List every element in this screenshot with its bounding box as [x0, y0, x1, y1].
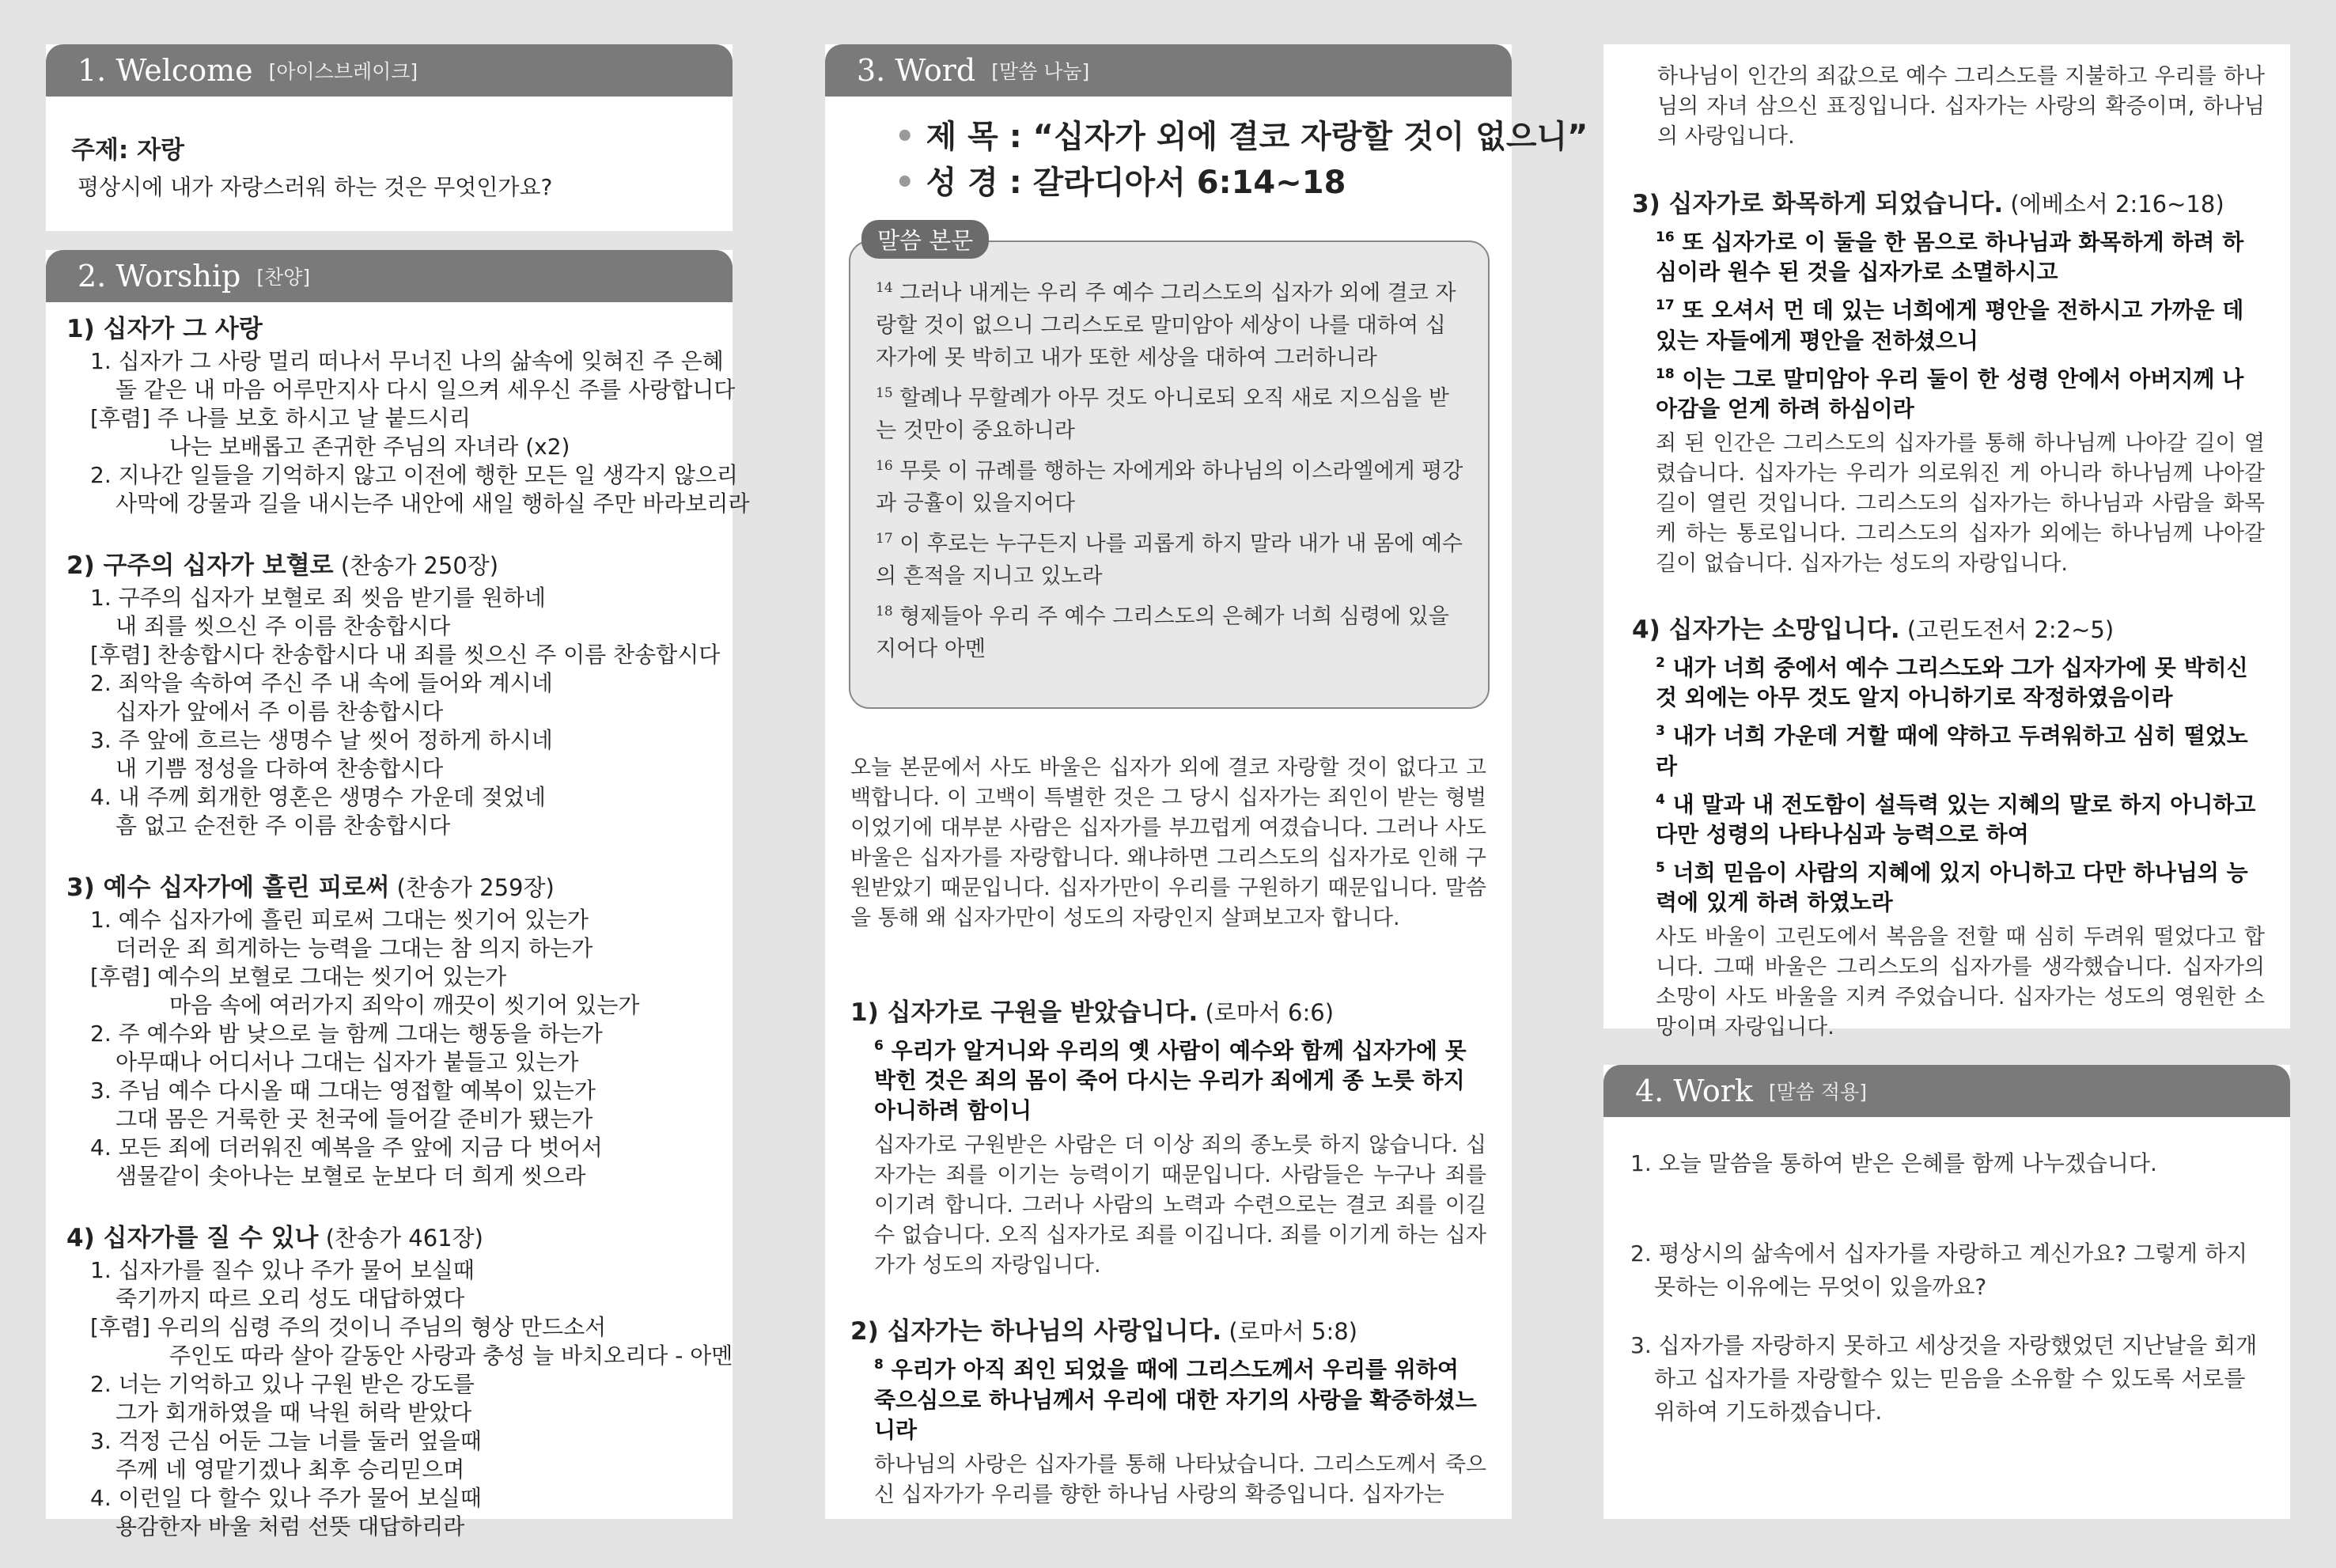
- work-title: 4. Work: [1635, 1074, 1753, 1108]
- point-verse: $^{16}$ 또 십자가로 이 둘을 한 몸으로 하나님과 화목하게 하려 하심이라 원수 된 것을 십자가로 소멸하시고: [1656, 229, 2244, 286]
- lyric-line: 더러운 죄 희게하는 능력을 그대는 참 의지 하는가: [115, 935, 593, 961]
- point-title: [1632, 184, 2265, 219]
- lyric-line: [후렴] 예수의 보혈로 그대는 씻기어 있는가: [90, 964, 507, 990]
- lyric-line: 그가 회개하였을 때 낙원 허락 받았다: [115, 1399, 472, 1426]
- verse-number: 3: [1656, 723, 1665, 740]
- point-heading: 4) 십자가는 소망입니다.: [1632, 615, 1900, 644]
- passage-label: 말씀 본문: [861, 220, 989, 259]
- sermon-points-right: [1632, 184, 2265, 1073]
- verse-number: 6: [874, 1038, 884, 1054]
- point-body: 죄 된 인간은 그리스도의 십자가를 통해 하나님께 나아갈 길이 열렸습니다. 십자가는 우리가 의로워진 게 아니라 하나님께 나아갈 길이 열린 것입니다. 그리스도의 십자가는 하나님과 사람을 화목케 하는 통로입니다. 그리스도의 십자가 외에는 하나님께 나아갈 길이 없습니다. 십자가는 성도의 자랑입니다.: [1656, 430, 2265, 576]
- work-header: [1603, 1065, 2290, 1117]
- point-heading: 2) 십자가는 하나님의 사랑입니다.: [850, 1317, 1222, 1346]
- sermon-intro: 오늘 본문에서 사도 바울은 십자가 외에 결코 자랑할 것이 없다고 고백합니다. 이 고백이 특별한 것은 그 당시 십자가는 죄인이 받는 형벌이었기에 대부분 사람은 십자가를 부끄럽게 여겼습니다. 그러나 사도 바울은 십자가를 자랑합니다. 왜냐하면 그리스도의 십자가로 인해 구원받았기 때문입니다. 십자가만이 우리를 구원하기 때문입니다. 말씀을 통해 왜 십자가만이 성도의 자랑인지 살펴보고자 합니다.: [850, 756, 1486, 930]
- lyric-line: 그대 몸은 거룩한 곳 천국에 들어갈 준비가 됐는가: [115, 1106, 593, 1132]
- song-name: 1) 십자가 그 사랑: [66, 315, 263, 343]
- work-question-3: 3. 십자가를 자랑하지 못하고 세상것을 자랑했었던 지난날을 회개하고 십자가를 자랑할수 있는 믿음을 소유할 수 있도록 서로를 위하여 기도하겠습니다.: [1630, 1332, 2258, 1425]
- point-title: [850, 1311, 1486, 1346]
- verse-number: 18: [1656, 365, 1675, 382]
- sermon-points-left: [850, 992, 1486, 1540]
- work-question-1: 1. 오늘 말씀을 통하여 받은 은혜를 함께 나누겠습니다.: [1630, 1150, 2157, 1176]
- worship-panel: [46, 250, 750, 1540]
- welcome-header: [46, 44, 733, 97]
- song-title: [66, 309, 725, 344]
- sermon-point: [1632, 609, 2265, 1043]
- song-name: 3) 예수 십자가에 흘린 피로써: [66, 873, 390, 902]
- point-verse: $^4$ 내 말과 내 전도함이 설득력 있는 지혜의 말로 하지 아니하고 다만 성령의 나타나심과 능력으로 하여: [1656, 790, 2256, 847]
- worship-title: 2. Worship: [78, 259, 241, 294]
- point-title: [1632, 609, 2265, 645]
- verse-number: 16: [876, 458, 893, 474]
- verse-number: 15: [876, 385, 893, 401]
- lyric-line: 1. 십자가 그 사랑 멀리 떠나서 무너진 나의 삶속에 잊혀진 주 은혜: [90, 348, 724, 374]
- lyric-line: 2. 너는 기억하고 있나 구원 받은 강도를: [90, 1371, 475, 1397]
- lyric-line: 주인도 따라 살아 갈동안 사랑과 충성 늘 바치오리다 - 아멘: [169, 1343, 733, 1369]
- scripture-passage: [876, 272, 1464, 668]
- sermon-point: [850, 1311, 1486, 1509]
- lyric-line: 4. 이런일 다 할수 있나 주가 물어 보실때: [90, 1485, 482, 1511]
- hymn-number: (찬송가 259장): [389, 874, 555, 901]
- worship-header: [46, 250, 733, 302]
- welcome-title: 1. Welcome: [78, 53, 253, 88]
- lyric-line: 2. 주 예수와 밤 낮으로 늘 함께 그대는 행동을 하는가: [90, 1021, 603, 1047]
- verse-number: 4: [1656, 791, 1665, 808]
- welcome-topic: 주제: 자랑: [71, 136, 184, 165]
- lyric-line: 죽기까지 따르 오리 성도 대답하였다: [115, 1286, 465, 1312]
- verse-number: 2: [1656, 654, 1665, 671]
- lyric-line: 1. 구주의 십자가 보혈로 죄 씻음 받기를 원하네: [90, 585, 546, 611]
- point-heading: 3) 십자가로 화목하게 되었습니다.: [1632, 190, 2004, 218]
- lyric-line: 2. 지나간 일들을 기억하지 않고 이전에 행한 모든 일 생각지 않으리: [90, 462, 738, 488]
- lyric-line: 4. 내 주께 회개한 영혼은 생명수 가운데 젖었네: [90, 784, 546, 810]
- lyric-line: 3. 주님 예수 다시올 때 그대는 영접할 예복이 있는가: [90, 1078, 596, 1104]
- lyric-line: 내 죄를 씻으신 주 이름 찬송합시다: [115, 613, 451, 639]
- work-subtitle: [말씀 적용]: [1768, 1081, 1867, 1104]
- work-panel: [1603, 1065, 2290, 1519]
- lyric-line: 아무때나 어디서나 그대는 십자가 붙들고 있는가: [115, 1049, 579, 1075]
- lyric-line: 2. 죄악을 속하여 주신 주 내 속에 들어와 계시네: [90, 670, 553, 696]
- verse-number: 17: [876, 531, 893, 547]
- point-body: 십자가로 구원받은 사람은 더 이상 죄의 종노릇 하지 않습니다. 십자가는 죄를 이기는 능력이기 때문입니다. 사람들은 누구나 죄를 이기려 합니다. 그러나 사람의 노력과 수련으로는 결코 죄를 이길 수 없습니다. 오직 십자가로 죄를 이깁니다. 죄를 이기게 하는 십자가가 성도의 자랑입니다.: [874, 1133, 1486, 1278]
- passage-verse: $^{17}$ 이 후로는 누구든지 나를 괴롭게 하지 말라 내가 내 몸에 예수의 흔적을 지니고 있노라: [876, 531, 1463, 589]
- lyric-line: 십자가 앞에서 주 이름 찬송합시다: [115, 699, 444, 725]
- welcome-question: 평상시에 내가 자랑스러워 하는 것은 무엇인가요?: [78, 174, 553, 200]
- sermon-point: [850, 992, 1486, 1281]
- point-verse: $^2$ 내가 너희 중에서 예수 그리스도와 그가 십자가에 못 박히신 것 외에는 아무 것도 알지 아니하기로 작정하였음이라: [1656, 654, 2248, 711]
- welcome-panel: [46, 44, 733, 231]
- lyric-line: 나는 보배롭고 존귀한 주님의 자녀라 (x2): [169, 434, 570, 460]
- point2-body-continued: 하나님이 인간의 죄값으로 예수 그리스도를 지불하고 우리를 하나님의 자녀 삼으신 표징입니다. 십자가는 사랑의 확증이며, 하나님의 사랑입니다.: [1657, 64, 2265, 149]
- point-verse: $^{17}$ 또 오셔서 먼 데 있는 너희에게 평안을 전하시고 가까운 데 있는 자들에게 평안을 전하셨으니: [1656, 297, 2244, 354]
- point-verse: $^{18}$ 이는 그로 말미암아 우리 둘이 한 성령 안에서 아버지께 나아감을 얻게 하려 하심이라: [1656, 365, 2244, 422]
- point-title: [850, 992, 1486, 1028]
- lyric-line: 돌 같은 내 마음 어루만지사 다시 일으켜 세우신 주를 사랑합니다: [115, 377, 736, 403]
- point-verse: $^6$ 우리가 알거니와 우리의 옛 사람이 예수와 함께 십자가에 못 박힌 것은 죄의 몸이 죽어 다시는 우리가 죄에게 종 노릇 하지 아니하려 함이니: [874, 1037, 1467, 1124]
- passage-verse: $^{16}$ 무릇 이 규례를 행하는 자에게와 하나님의 이스라엘에게 평강과 긍휼이 있을지어다: [876, 458, 1463, 516]
- song-list: [66, 309, 750, 1568]
- passage-verse: $^{18}$ 형제들아 우리 주 예수 그리스도의 은혜가 너희 심령에 있을지어다 아멘: [876, 604, 1449, 661]
- lyric-line: 용감한자 바울 처럼 선뜻 대답하리라: [115, 1513, 465, 1540]
- lyric-line: 마음 속에 여러가지 죄악이 깨끗이 씻기어 있는가: [169, 992, 640, 1018]
- sermon-point: [1632, 184, 2265, 579]
- word-panel: [825, 44, 1588, 1519]
- lyric-line: 흠 없고 순전한 주 이름 찬송합시다: [115, 812, 451, 839]
- song-name: 4) 십자가를 질 수 있나: [66, 1224, 319, 1252]
- lyric-line: 주께 네 영맡기겠나 최후 승리믿으며: [115, 1456, 465, 1483]
- point-verse: $^3$ 내가 너희 가운데 거할 때에 약하고 두려워하고 심히 떨었노라: [1656, 722, 2248, 779]
- passage-verse: $^{14}$ 그러나 내게는 우리 주 예수 그리스도의 십자가 외에 결코 자랑할 것이 없으니 그리스도로 말미암아 세상이 나를 대하여 십자가에 못 박히고 내가 또한 세상을 대하여 그러하니라: [876, 280, 1456, 370]
- point-reference: (로마서 6:6): [1198, 999, 1335, 1026]
- lyric-line: 샘물같이 솟아나는 보혈로 눈보다 더 희게 씻으라: [115, 1163, 586, 1189]
- scripture-passage-box: [849, 241, 1490, 709]
- lyric-line: 3. 주 앞에 흐르는 생명수 날 씻어 정하게 하시네: [90, 727, 553, 753]
- welcome-subtitle: [아이스브레이크]: [268, 60, 418, 83]
- lyric-line: 3. 걱정 근심 어둔 그늘 너를 둘러 엎을때: [90, 1428, 482, 1454]
- point-reference: (에베소서 2:16~18): [2003, 191, 2224, 218]
- point-verse: $^8$ 우리가 아직 죄인 되었을 때에 그리스도께서 우리를 위하여 죽으심으로 하나님께서 우리에 대한 자기의 사랑을 확증하셨느니라: [874, 1356, 1477, 1443]
- verse-number: 18: [876, 604, 893, 619]
- song-block: [66, 1218, 733, 1541]
- hymn-number: (찬송가 461장): [318, 1225, 483, 1252]
- lyric-line: 1. 예수 십자가에 흘린 피로써 그대는 씻기어 있는가: [90, 907, 589, 933]
- sermon-title: • 제 목 : “십자가 외에 결코 자랑할 것이 없으니”: [895, 119, 1588, 155]
- word-subtitle: [말씀 나눔]: [991, 60, 1090, 83]
- song-title: [66, 867, 725, 903]
- passage-verse: $^{15}$ 할례나 무할례가 아무 것도 아니로되 오직 새로 지으심을 받는 것만이 중요하니라: [876, 385, 1449, 443]
- song-block: [66, 867, 725, 1191]
- lyric-line: 사막에 강물과 길을 내시는주 내안에 새일 행하실 주만 바라보리라: [115, 490, 750, 517]
- verse-number: 16: [1656, 229, 1675, 245]
- point-body: 사도 바울이 고린도에서 복음을 전할 때 심히 두려워 떨었다고 합니다. 그때 바울은 그리스도의 십자가를 생각했습니다. 십자가의 소망이 사도 바울을 지켜 주었습니다. 십자가는 성도의 영원한 소망이며 자랑입니다.: [1656, 925, 2265, 1040]
- word-continued-panel: [1603, 44, 2290, 1040]
- sermon-scripture: • 성 경 : 갈라디아서 6:14~18: [895, 165, 1346, 201]
- point-reference: (고린도전서 2:2~5): [1899, 615, 2115, 643]
- verse-number: 14: [876, 280, 893, 296]
- worship-subtitle: [찬양]: [256, 266, 311, 289]
- lyric-line: 1. 십자가를 질수 있나 주가 물어 보실때: [90, 1257, 475, 1283]
- point-reference: (로마서 5:8): [1221, 1318, 1357, 1346]
- point-verse: $^5$ 너희 믿음이 사람의 지혜에 있지 아니하고 다만 하나님의 능력에 있게 하려 하였노라: [1656, 859, 2248, 916]
- lyric-line: [후렴] 찬송합시다 찬송합시다 내 죄를 씻으신 주 이름 찬송합시다: [90, 642, 721, 668]
- word-header: [825, 44, 1512, 97]
- song-title: [66, 545, 725, 581]
- hymn-number: (찬송가 250장): [333, 552, 499, 579]
- work-question-2: 2. 평상시의 삶속에서 십자가를 자랑하고 계신가요? 그렇게 하지못하는 이유에는 무엇이 있을까요?: [1630, 1240, 2248, 1300]
- verse-number: 5: [1656, 859, 1665, 876]
- song-block: [66, 309, 750, 518]
- word-title: 3. Word: [857, 53, 976, 88]
- lyric-line: 내 기쁨 정성을 다하여 찬송합시다: [115, 756, 444, 782]
- song-name: 2) 구주의 십자가 보혈로: [66, 551, 334, 580]
- verse-number: 17: [1656, 297, 1675, 314]
- lyric-line: [후렴] 우리의 심령 주의 것이니 주님의 형상 만드소서: [90, 1314, 607, 1340]
- song-block: [66, 545, 725, 840]
- verse-number: 8: [874, 1357, 884, 1373]
- lyric-line: [후렴] 주 나를 보호 하시고 날 붙드시리: [90, 405, 471, 431]
- lyric-line: 4. 모든 죄에 더러워진 예복을 주 앞에 지금 다 벗어서: [90, 1134, 603, 1161]
- point-heading: 1) 십자가로 구원을 받았습니다.: [850, 998, 1198, 1027]
- song-title: [66, 1218, 725, 1253]
- point-body: 하나님의 사랑은 십자가를 통해 나타났습니다. 그리스도께서 죽으신 십자가가 우리를 향한 하나님 사랑의 확증입니다. 십자가는: [874, 1452, 1486, 1507]
